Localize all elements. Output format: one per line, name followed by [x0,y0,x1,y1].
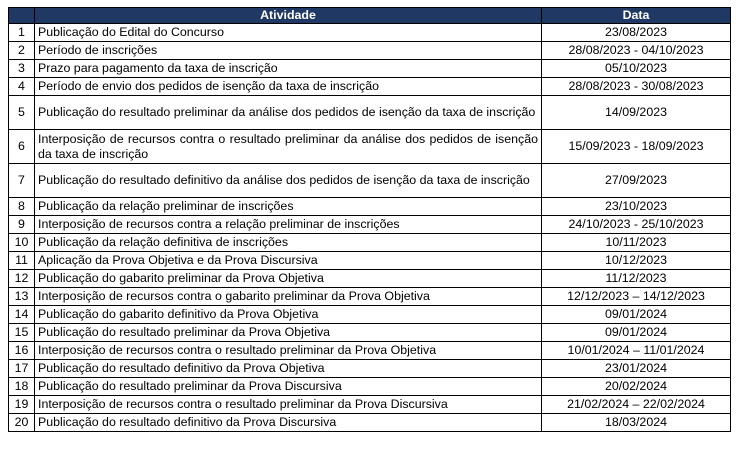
row-date: 10/12/2023 [542,252,731,270]
table-row [9,164,731,198]
row-number: 11 [9,252,35,270]
row-date: 10/11/2023 [542,234,731,252]
row-number: 12 [9,270,35,288]
row-activity: Publicação do resultado preliminar da Prova Objetiva [35,324,542,342]
row-activity: Publicação da relação definitiva de inscrições [35,234,542,252]
row-activity: Publicação do resultado definitivo da Prova Discursiva [35,414,542,432]
row-activity: Publicação da relação preliminar de inscrições [35,198,542,216]
table-row [9,360,731,378]
table-row [9,414,731,432]
row-date: 24/10/2023 - 25/10/2023 [542,216,731,234]
row-activity: Interposição de recursos contra a relação preliminar de inscrições [35,216,542,234]
table-row [9,78,731,96]
row-activity: Prazo para pagamento da taxa de inscrição [35,60,542,78]
row-date: 28/08/2023 - 30/08/2023 [542,78,731,96]
table-row [9,24,731,42]
row-number: 13 [9,288,35,306]
row-activity: Publicação do Edital do Concurso [35,24,542,42]
row-number: 15 [9,324,35,342]
row-date: 15/09/2023 - 18/09/2023 [542,130,731,164]
row-number: 3 [9,60,35,78]
row-date: 28/08/2023 - 04/10/2023 [542,42,731,60]
row-activity: Publicação do resultado preliminar da análise dos pedidos de isenção da taxa de inscrição [35,96,542,130]
row-number: 5 [9,96,35,130]
table-row [9,60,731,78]
row-activity: Publicação do gabarito preliminar da Prova Objetiva [35,270,542,288]
table-row [9,306,731,324]
row-activity: Publicação do gabarito definitivo da Prova Objetiva [35,306,542,324]
row-date: 09/01/2024 [542,324,731,342]
row-number: 16 [9,342,35,360]
row-number: 18 [9,378,35,396]
row-activity: Publicação do resultado definitivo da análise dos pedidos de isenção da taxa de inscrição [35,164,542,198]
row-date: 23/01/2024 [542,360,731,378]
schedule-table [8,7,731,432]
row-number: 10 [9,234,35,252]
row-activity: Aplicação da Prova Objetiva e da Prova Discursiva [35,252,542,270]
row-number: 2 [9,42,35,60]
table-row [9,252,731,270]
row-number: 20 [9,414,35,432]
row-date: 23/08/2023 [542,24,731,42]
row-date: 09/01/2024 [542,306,731,324]
table-row [9,396,731,414]
row-number: 4 [9,78,35,96]
row-date: 14/09/2023 [542,96,731,130]
row-date: 10/01/2024 – 11/01/2024 [542,342,731,360]
table-row [9,378,731,396]
header-row [9,8,731,24]
row-number: 7 [9,164,35,198]
row-activity: Período de inscrições [35,42,542,60]
row-number: 1 [9,24,35,42]
row-date: 05/10/2023 [542,60,731,78]
row-number: 6 [9,130,35,164]
row-activity: Publicação do resultado definitivo da Prova Objetiva [35,360,542,378]
table-row [9,342,731,360]
row-date: 18/03/2024 [542,414,731,432]
row-date: 21/02/2024 – 22/02/2024 [542,396,731,414]
table-row [9,270,731,288]
row-date: 27/09/2023 [542,164,731,198]
row-date: 23/10/2023 [542,198,731,216]
table-row [9,198,731,216]
row-activity: Interposição de recursos contra o resultado preliminar da análise dos pedidos de isenção da taxa de inscrição [35,130,542,164]
row-activity: Publicação do resultado preliminar da Prova Discursiva [35,378,542,396]
header-activity: Atividade [35,8,542,24]
row-date: 20/02/2024 [542,378,731,396]
table-row [9,96,731,130]
table-row [9,324,731,342]
row-number: 8 [9,198,35,216]
header-date: Data [542,8,731,24]
row-number: 19 [9,396,35,414]
row-number: 17 [9,360,35,378]
row-activity: Interposição de recursos contra o resultado preliminar da Prova Objetiva [35,342,542,360]
row-date: 11/12/2023 [542,270,731,288]
header-number [9,8,35,24]
table-row [9,216,731,234]
table-row [9,42,731,60]
table-row [9,130,731,164]
row-number: 9 [9,216,35,234]
row-date: 12/12/2023 – 14/12/2023 [542,288,731,306]
row-number: 14 [9,306,35,324]
row-activity: Interposição de recursos contra o resultado preliminar da Prova Discursiva [35,396,542,414]
row-activity: Interposição de recursos contra o gabarito preliminar da Prova Objetiva [35,288,542,306]
row-activity: Período de envio dos pedidos de isenção da taxa de inscrição [35,78,542,96]
table-row [9,288,731,306]
table-row [9,234,731,252]
